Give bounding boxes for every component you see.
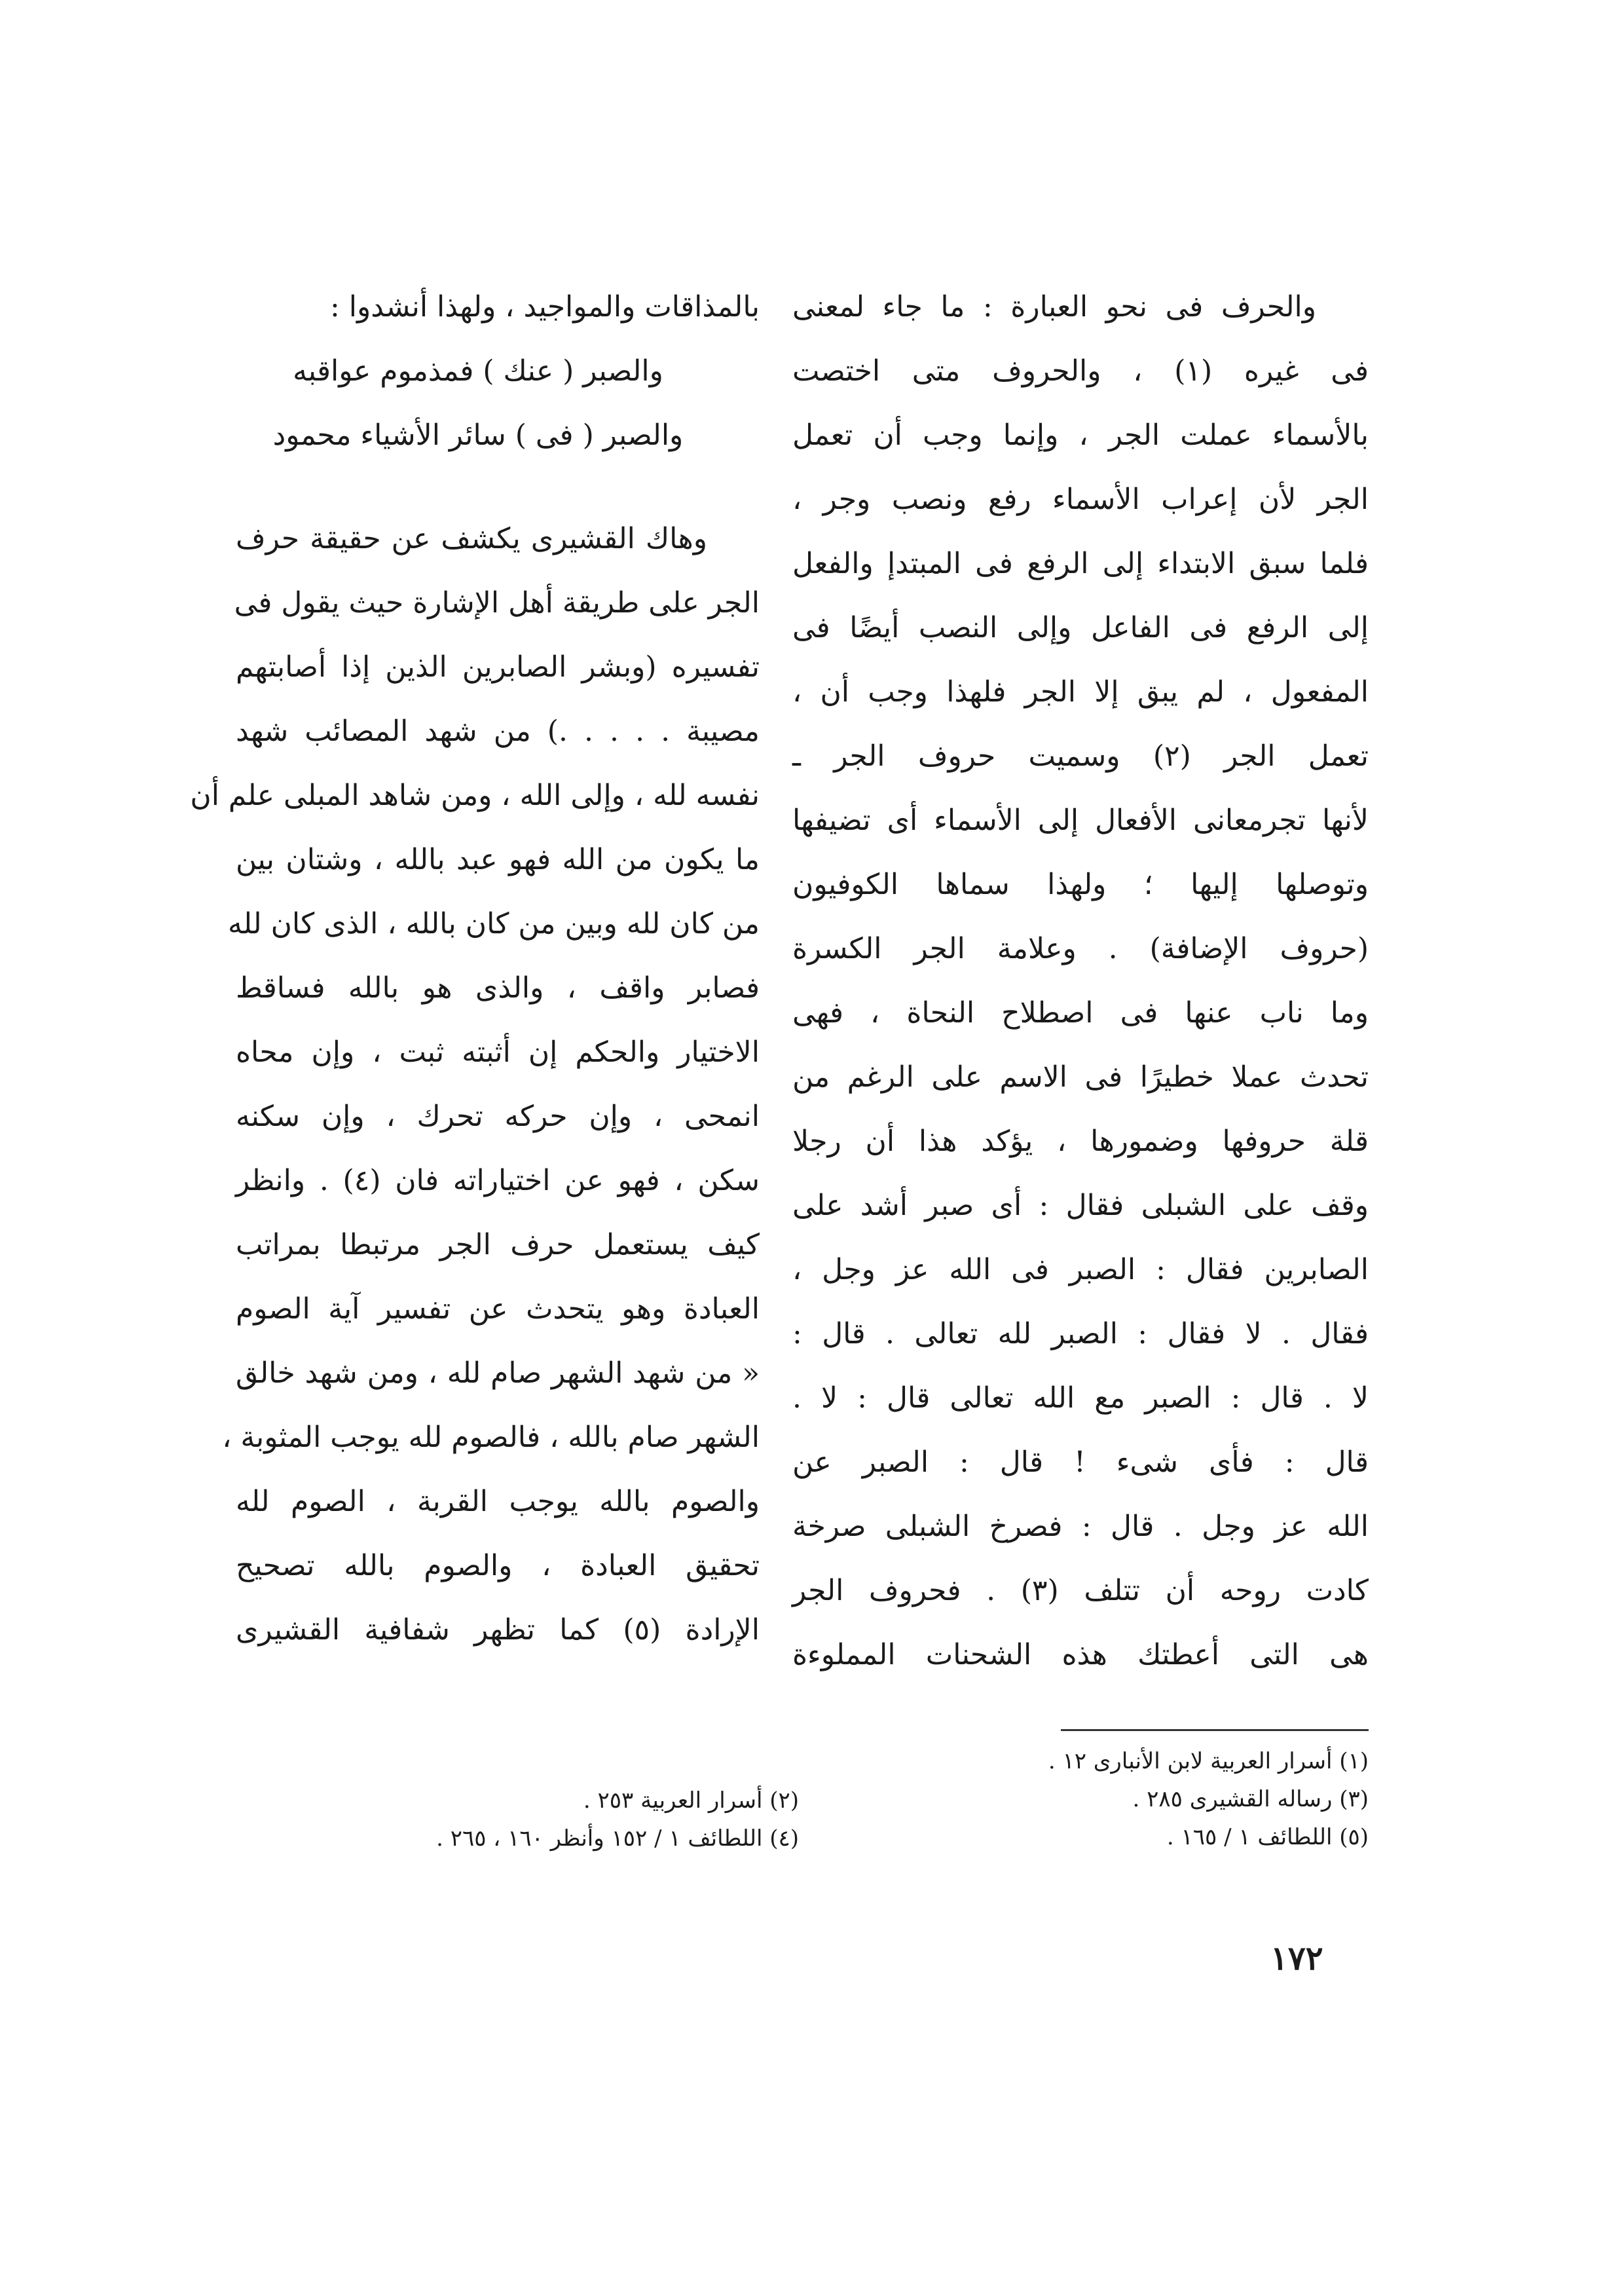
text-line: مصيبة . . . . .) من شهد المصائب شهد: [236, 715, 760, 748]
poem-verse: والصبر ( عنك ) فمذموم عواقبه: [293, 354, 663, 388]
footnote: (٣) رساله القشيرى ٢٨٥ .: [1132, 1786, 1369, 1812]
text-line: نفسه لله ، وإلى الله ، ومن شاهد المبلى علم أن: [190, 779, 760, 812]
text-line: وقف على الشبلى فقال : أى صبر أشد على: [792, 1189, 1369, 1222]
text-line: من كان لله وبين من كان بالله ، الذى كان لله: [228, 907, 760, 941]
text-line: الجر لأن إعراب الأسماء رفع ونصب وجر ،: [792, 483, 1369, 516]
text-line: انمحى ، وإن حركه تحرك ، وإن سكنه: [236, 1100, 760, 1133]
text-line: وتوصلها إليها ؛ ولهذا سماها الكوفيون: [792, 868, 1369, 901]
right-text-column: [792, 275, 1369, 1687]
text-line: الاختيار والحكم إن أثبته ثبت ، وإن محاه: [236, 1036, 760, 1069]
text-line: إلى الرفع فى الفاعل وإلى النصب أيضًا فى: [792, 611, 1369, 644]
text-line: المفعول ، لم يبق إلا الجر فلهذا وجب أن ،: [792, 675, 1369, 709]
text-line: وهاك القشيرى يكشف عن حقيقة حرف: [236, 522, 707, 555]
text-line: بالأسماء عملت الجر ، وإنما وجب أن تعمل: [792, 419, 1369, 452]
footnotes-left: [436, 1782, 799, 1857]
text-line: كادت روحه أن تتلف (٣) . فحروف الجر: [792, 1574, 1369, 1607]
footnote: (٥) اللطائف ١ / ١٦٥ .: [1166, 1824, 1369, 1850]
footnote: (٢) أسرار العربية ٢٥٣ .: [583, 1787, 799, 1814]
text-line: هى التى أعطتك هذه الشحنات المملوءة: [792, 1638, 1369, 1671]
footnote-divider: [1061, 1729, 1369, 1731]
left-text-column: [190, 275, 760, 1662]
text-line: قال : فأى شىء ! قال : الصبر عن: [792, 1446, 1369, 1479]
text-line: والحرف فى نحو العبارة : ما جاء لمعنى: [792, 290, 1316, 324]
text-line: فلما سبق الابتداء إلى الرفع فى المبتدإ والفعل: [792, 547, 1369, 580]
text-line: الله عز وجل . قال : فصرخ الشبلى صرخة: [792, 1510, 1369, 1543]
text-line: سكن ، فهو عن اختياراته فان (٤) . وانظر: [236, 1164, 760, 1197]
text-line: فى غيره (١) ، والحروف متى اختصت: [792, 354, 1369, 388]
text-line: الصابرين فقال : الصبر فى الله عز وجل ،: [792, 1253, 1369, 1286]
footnote: (١) أسرار العربية لابن الأنبارى ١٢ .: [1048, 1748, 1369, 1774]
text-line: لأنها تجرمعانى الأفعال إلى الأسماء أى تضيفها: [792, 804, 1369, 837]
text-line: العبادة وهو يتحدث عن تفسير آية الصوم: [236, 1292, 760, 1326]
footnote: (٤) اللطائف ١ / ١٥٢ وأنظر ١٦٠ ، ٢٦٥ .: [436, 1825, 799, 1852]
poem-verse: والصبر ( فى ) سائر الأشياء محمود: [272, 419, 684, 452]
text-line: الإرادة (٥) كما تظهر شفافية القشيرى: [236, 1613, 760, 1647]
text-line: تفسيره (وبشر الصابرين الذين إذا أصابتهم: [236, 650, 760, 684]
text-line: قلة حروفها وضمورها ، يؤكد هذا أن رجلا: [792, 1125, 1369, 1158]
text-line: فقال . لا فقال : الصبر لله تعالى . قال :: [792, 1317, 1369, 1351]
text-line: تحقيق العبادة ، والصوم بالله تصحيح: [236, 1549, 760, 1582]
text-line: « من شهد الشهر صام لله ، ومن شهد خالق: [236, 1356, 760, 1390]
footnotes-right: [825, 1742, 1369, 1856]
text-line: تحدث عملا خطيرًا فى الاسم على الرغم من: [792, 1060, 1369, 1094]
text-line: وما ناب عنها فى اصطلاح النحاة ، فهى: [792, 996, 1369, 1030]
text-line: لا . قال : الصبر مع الله تعالى قال : لا .: [792, 1381, 1369, 1415]
page-number: ١٧٢: [1270, 1939, 1323, 1977]
text-line: فصابر واقف ، والذى هو بالله فساقط: [236, 971, 760, 1005]
text-line: الشهر صام بالله ، فالصوم لله يوجب المثوبة ،: [222, 1421, 760, 1454]
text-line: تعمل الجر (٢) وسميت حروف الجر ـ: [792, 739, 1369, 773]
text-line: ما يكون من الله فهو عبد بالله ، وشتان بين: [236, 843, 760, 876]
text-line: كيف يستعمل حرف الجر مرتبطا بمراتب: [236, 1228, 760, 1261]
text-line: (حروف الإضافة) . وعلامة الجر الكسرة: [792, 932, 1369, 965]
text-line: الجر على طريقة أهل الإشارة حيث يقول فى: [234, 586, 760, 620]
verse-spacer: [236, 468, 760, 507]
text-line: بالمذاقات والمواجيد ، ولهذا أنشدوا :: [329, 290, 760, 324]
text-line: والصوم بالله يوجب القربة ، الصوم لله: [236, 1485, 760, 1518]
